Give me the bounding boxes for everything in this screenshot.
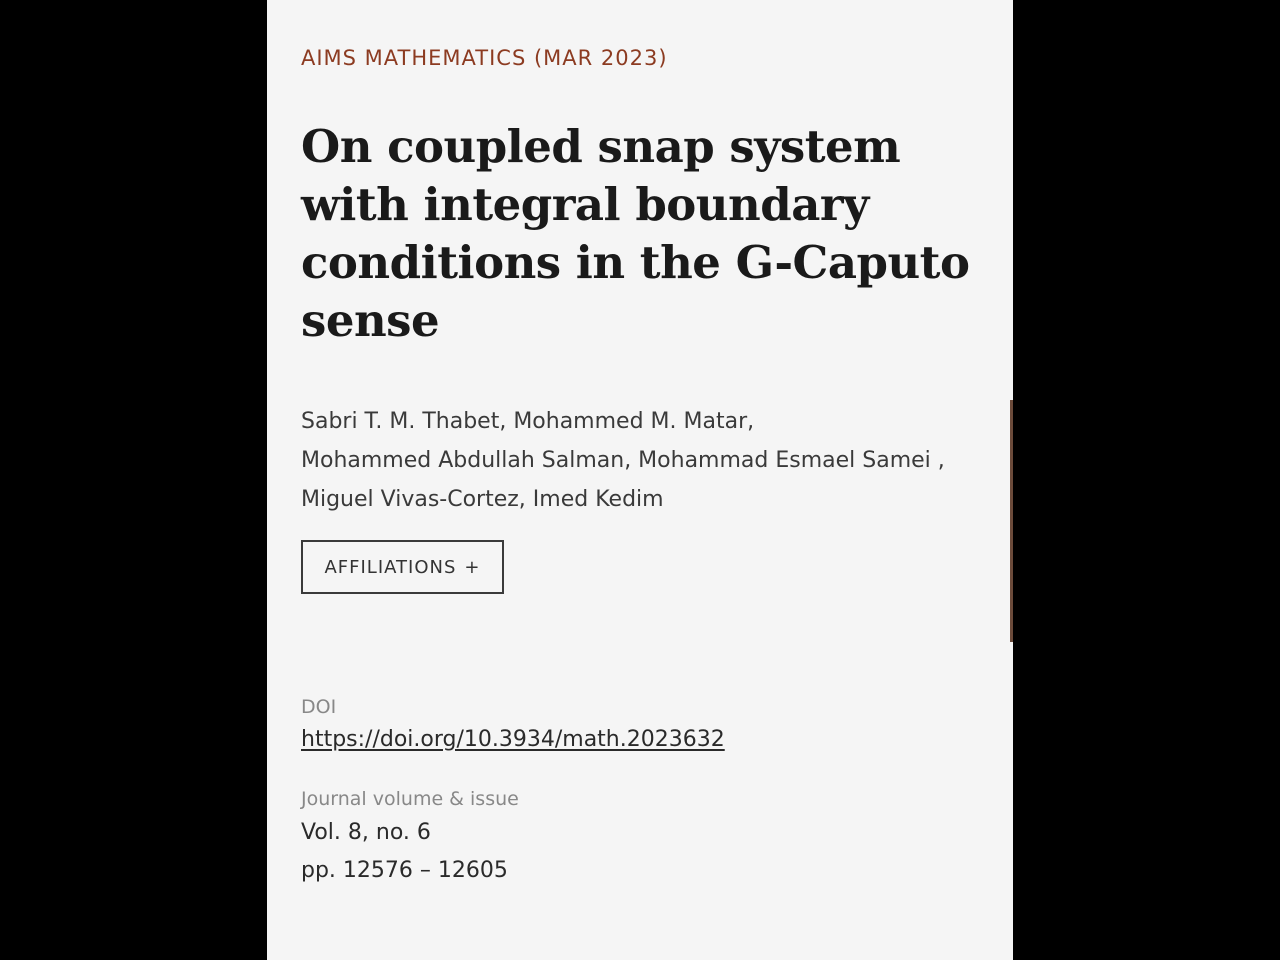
author-line: Miguel Vivas-Cortez, Imed Kedim: [301, 487, 664, 512]
article-card: [267, 0, 1013, 960]
page-range: pp. 12576 – 12605: [301, 858, 508, 883]
volume-issue: Vol. 8, no. 6: [301, 820, 431, 845]
volume-label: Journal volume & issue: [301, 788, 519, 810]
author-line: Sabri T. M. Thabet, Mohammed M. Matar,: [301, 409, 755, 434]
author-list: [301, 402, 981, 519]
article-title: On coupled snap system with integral boundary conditions in the G-Caputo sense: [301, 120, 970, 347]
affiliations-button[interactable]: [301, 540, 504, 594]
author-line: Mohammed Abdullah Salman, Mohammad Esmael Samei ,: [301, 448, 945, 473]
doi-link[interactable]: https://doi.org/10.3934/math.2023632: [301, 727, 725, 752]
doi-value: [301, 727, 725, 752]
doi-label: DOI: [301, 696, 337, 718]
journal-name: AIMS MATHEMATICS (MAR 2023): [301, 46, 668, 70]
affiliations-button-label: AFFILIATIONS: [324, 556, 457, 578]
plus-icon: +: [464, 556, 481, 578]
scroll-indicator: [1010, 400, 1013, 642]
